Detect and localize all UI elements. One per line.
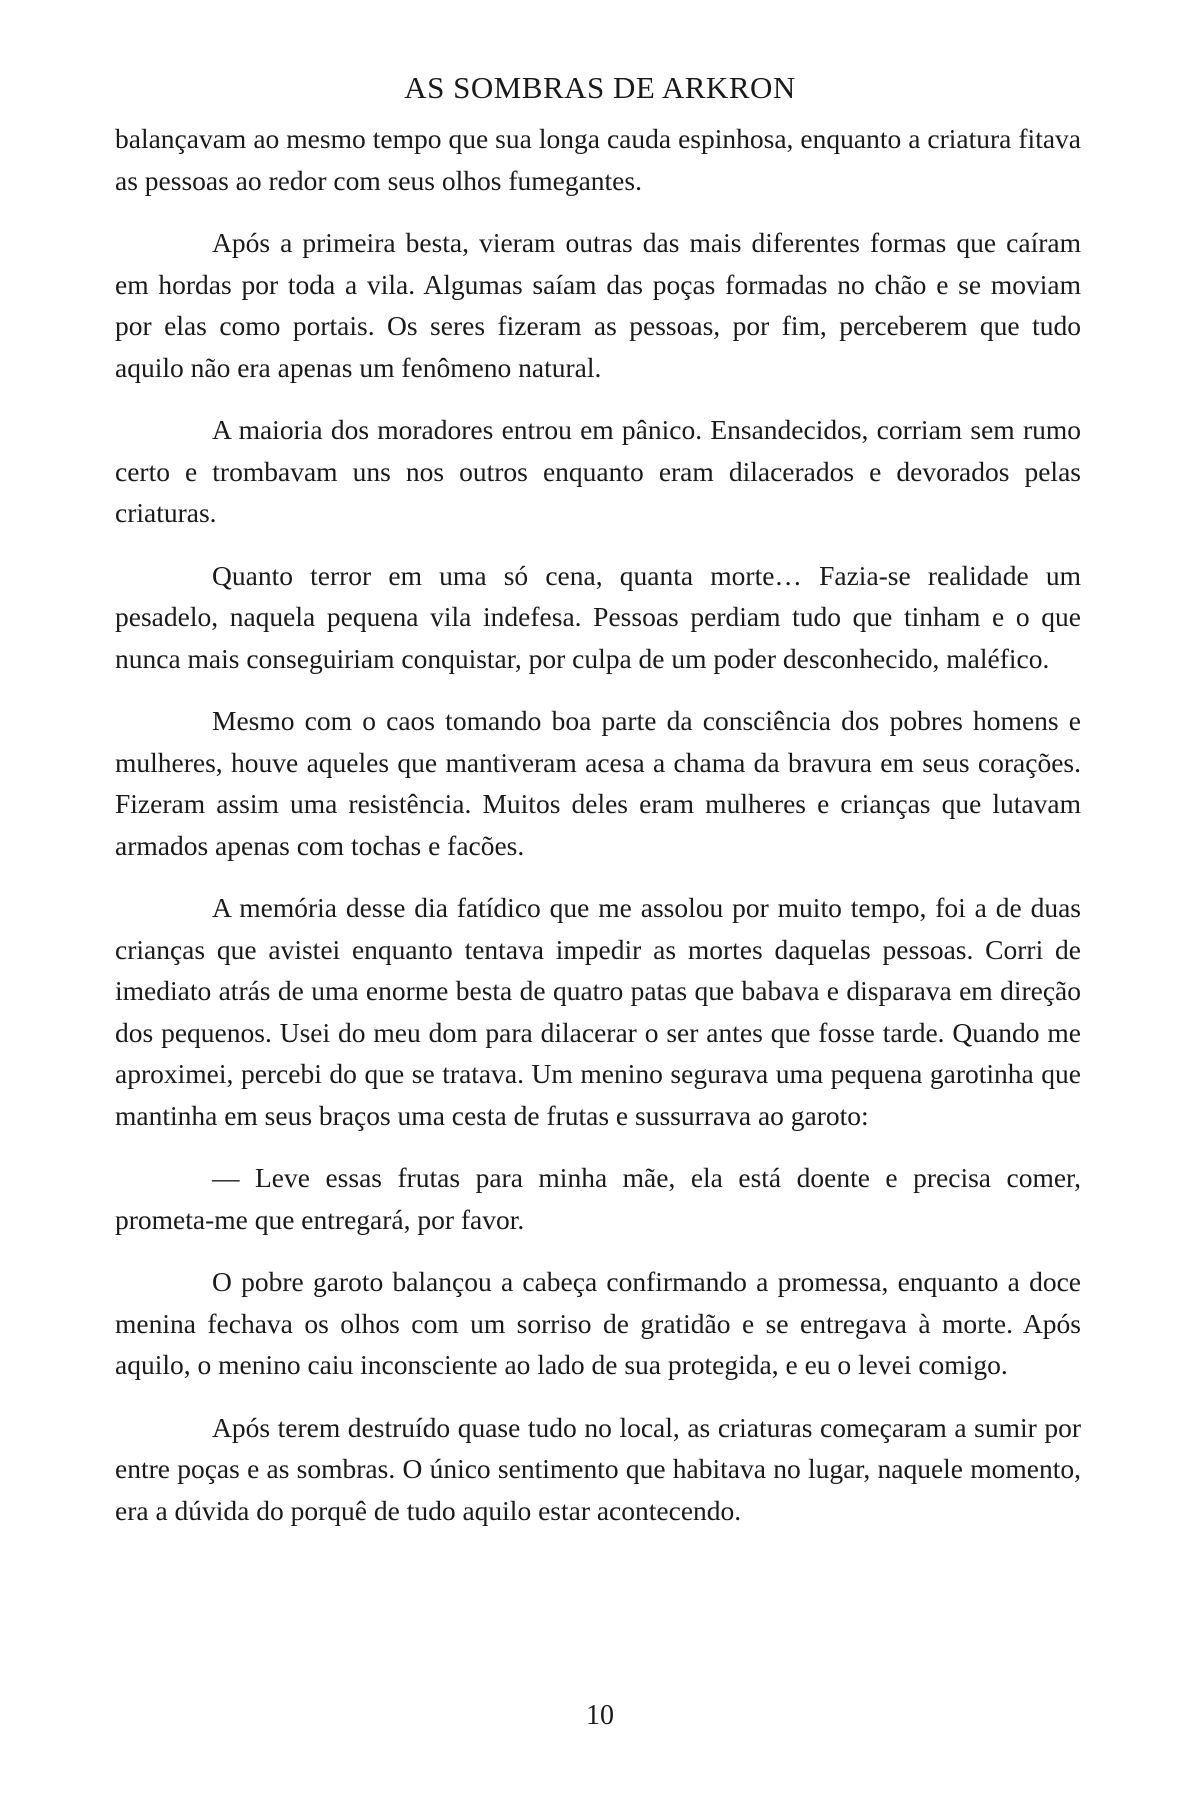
paragraph: O pobre garoto balançou a cabeça confirmando a promessa, enquanto a doce menina fechava os olhos com um sorriso de gratidão e se entregava à morte. Após aquilo, o menino caiu inconsciente ao lado de sua protegida, e eu o levei comigo. [115,1266,1081,1380]
paragraph: Após a primeira besta, vieram outras das mais diferentes formas que caíram em hordas por toda a vila. Algumas saíam das poças formadas no chão e se moviam por elas como portais. Os seres fizeram as pessoas, por fim, perceberem que tudo aquilo não era apenas um fenômeno natural. [115,227,1081,383]
running-header-book-title: AS SOMBRAS DE ARKRON [404,70,796,105]
paragraph: A memória desse dia fatídico que me assolou por muito tempo, foi a de duas crianças que avistei enquanto tentava impedir as mortes daquelas pessoas. Corri de imediato atrás de uma enorme besta de quatro patas que babava e disparava em direção dos pequenos. Usei do meu dom para dilacerar o ser antes que fosse tarde. Quando me aproximei, percebi do que se tratava. Um menino segurava uma pequena garotinha que mantinha em seus braços uma cesta de frutas e sussurrava ao garoto: [115,892,1081,1131]
paragraph-dialogue: — Leve essas frutas para minha mãe, ela está doente e precisa comer, prometa-me que entregará, por favor. [115,1162,1081,1235]
paragraph: Após terem destruído quase tudo no local, as criaturas começaram a sumir por entre poças e as sombras. O único sentimento que habitava no lugar, naquele momento, era a dúvida do porquê de tudo aquilo estar acontecendo. [115,1411,1081,1526]
paragraph-continuation: balançavam ao mesmo tempo que sua longa cauda espinhosa, enquanto a criatura fitava as pessoas ao redor com seus olhos fumegantes. [115,123,1081,196]
paragraph: A maioria dos moradores entrou em pânico. Ensandecidos, corriam sem rumo certo e trombavam uns nos outros enquanto eram dilacerados e devorados pelas criaturas. [115,414,1081,528]
page-number: 10 [586,1700,614,1731]
paragraph: Mesmo com o caos tomando boa parte da consciência dos pobres homens e mulheres, houve aqueles que mantiveram acesa a chama da bravura em seus corações. Fizeram assim uma resistência. Muitos deles eram mulheres e crianças que lutavam armados apenas com tochas e facões. [115,705,1081,861]
body-text [115,118,1081,1552]
paragraph: Quanto terror em uma só cena, quanta morte… Fazia-se realidade um pesadelo, naquela pequena vila indefesa. Pessoas perdiam tudo que tinham e o que nunca mais conseguiriam conquistar, por culpa de um poder desconhecido, maléfico. [115,559,1081,674]
